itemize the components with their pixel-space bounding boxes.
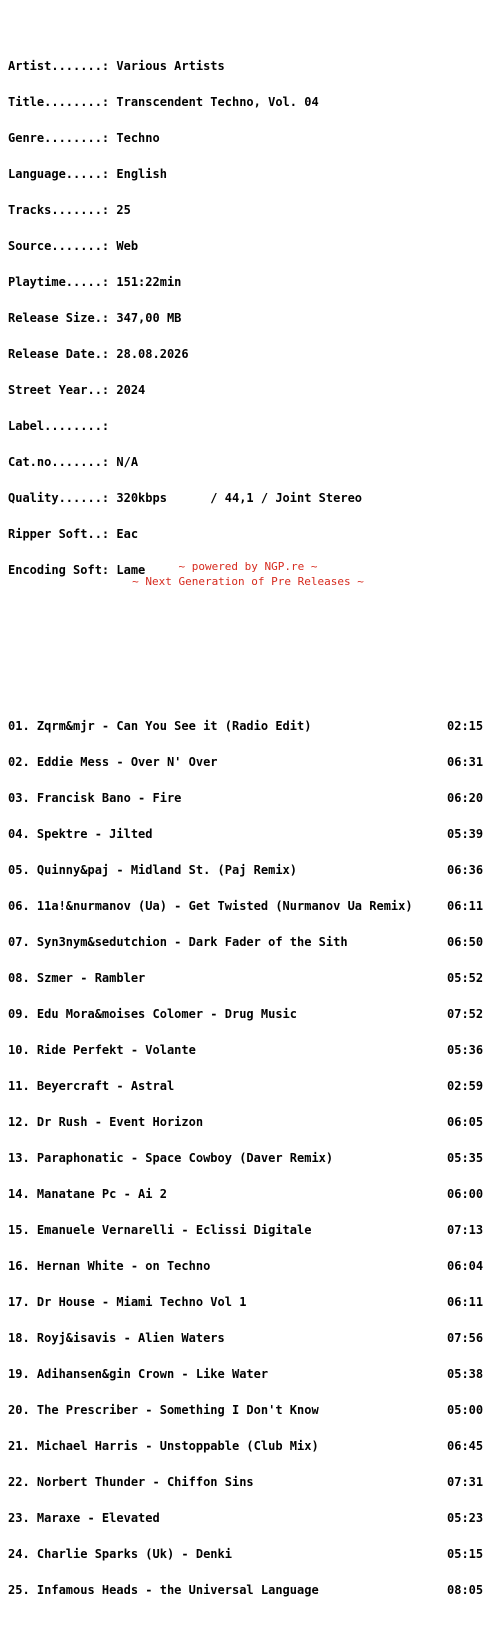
- track-duration: 02:15: [447, 719, 484, 733]
- meta-row-quality: [8, 492, 494, 504]
- track-number: 09.: [8, 1007, 37, 1021]
- meta-row-title: [8, 96, 494, 108]
- meta-row-language: [8, 168, 494, 180]
- track-number: 16.: [8, 1259, 37, 1273]
- track-number: 04.: [8, 827, 37, 841]
- track-row: [8, 1260, 494, 1272]
- meta-value: Web: [116, 239, 139, 253]
- meta-row-street-year: [8, 384, 494, 396]
- track-number: 12.: [8, 1115, 37, 1129]
- track-row: [8, 1188, 494, 1200]
- track-title: Adihansen&gin Crown - Like Water: [36, 1367, 269, 1381]
- track-title: Maraxe - Elevated: [36, 1511, 160, 1525]
- track-duration: 05:15: [447, 1547, 484, 1561]
- track-row: [8, 1404, 494, 1416]
- track-row: [8, 792, 494, 804]
- meta-key: Street Year..:: [8, 383, 117, 397]
- track-title: Eddie Mess - Over N' Over: [36, 755, 218, 769]
- track-row: [8, 1116, 494, 1128]
- track-row: [8, 972, 494, 984]
- track-title: The Prescriber - Something I Don't Know: [36, 1403, 319, 1417]
- meta-row-cat-no: [8, 456, 494, 468]
- track-duration: 06:36: [447, 863, 484, 877]
- meta-key: Title........:: [8, 95, 117, 109]
- nfo-text: [8, 12, 494, 1632]
- track-number: 03.: [8, 791, 37, 805]
- meta-value: N/A: [116, 455, 139, 469]
- track-duration: 02:59: [447, 1079, 484, 1093]
- track-number: 07.: [8, 935, 37, 949]
- track-row: [8, 936, 494, 948]
- track-duration: 06:20: [447, 791, 484, 805]
- meta-value: Various Artists: [116, 59, 225, 73]
- track-title: Beyercraft - Astral: [36, 1079, 175, 1093]
- track-row: [8, 1008, 494, 1020]
- track-title: Quinny&paj - Midland St. (Paj Remix): [36, 863, 297, 877]
- track-duration: 07:13: [447, 1223, 484, 1237]
- track-duration: 08:05: [447, 1583, 484, 1597]
- meta-value: Transcendent Techno, Vol. 04: [116, 95, 319, 109]
- meta-key: Playtime.....:: [8, 275, 117, 289]
- meta-row-source: [8, 240, 494, 252]
- track-title: Dr House - Miami Techno Vol 1: [36, 1295, 247, 1309]
- track-number: 08.: [8, 971, 37, 985]
- track-title: Edu Mora&moises Colomer - Drug Music: [36, 1007, 297, 1021]
- track-duration: 05:39: [447, 827, 484, 841]
- track-number: 14.: [8, 1187, 37, 1201]
- track-row: [8, 1044, 494, 1056]
- track-duration: 07:31: [447, 1475, 484, 1489]
- track-number: 10.: [8, 1043, 37, 1057]
- meta-row-playtime: [8, 276, 494, 288]
- track-title: Zqrm&mjr - Can You See it (Radio Edit): [36, 719, 312, 733]
- track-title: Spektre - Jilted: [36, 827, 153, 841]
- track-row: [8, 900, 494, 912]
- track-number: 21.: [8, 1439, 37, 1453]
- track-title: Infamous Heads - the Universal Language: [36, 1583, 319, 1597]
- track-number: 05.: [8, 863, 37, 877]
- footer-tagline: ~ Next Generation of Pre Releases ~: [132, 575, 364, 588]
- track-row: [8, 864, 494, 876]
- track-title: Manatane Pc - Ai 2: [36, 1187, 167, 1201]
- release-info: [8, 36, 494, 600]
- track-row: [8, 1296, 494, 1308]
- track-duration: 05:36: [447, 1043, 484, 1057]
- track-row: [8, 1368, 494, 1380]
- track-row: [8, 1476, 494, 1488]
- track-number: 11.: [8, 1079, 37, 1093]
- track-duration: 06:45: [447, 1439, 484, 1453]
- track-duration: 07:52: [447, 1007, 484, 1021]
- meta-key: Tracks.......:: [8, 203, 117, 217]
- meta-value: Lame: [116, 563, 146, 577]
- track-row: [8, 1080, 494, 1092]
- track-title: Royj&isavis - Alien Waters: [36, 1331, 225, 1345]
- track-number: 06.: [8, 899, 37, 913]
- meta-key: Release Size.:: [8, 311, 117, 325]
- track-row: [8, 1512, 494, 1524]
- track-title: 11a!&nurmanov (Ua) - Get Twisted (Nurmanov Ua Remix): [36, 899, 413, 913]
- track-title: Charlie Sparks (Uk) - Denki: [36, 1547, 232, 1561]
- track-duration: 06:11: [447, 899, 484, 913]
- meta-value: English: [116, 167, 167, 181]
- track-duration: 05:00: [447, 1403, 484, 1417]
- section-spacer: [8, 636, 494, 660]
- meta-value: Eac: [116, 527, 139, 541]
- meta-row-tracks: [8, 204, 494, 216]
- meta-row-label: [8, 420, 494, 432]
- meta-key: Artist.......:: [8, 59, 117, 73]
- track-row: [8, 828, 494, 840]
- meta-row-ripper-soft: [8, 528, 494, 540]
- track-row: [8, 1440, 494, 1452]
- meta-row-artist: [8, 60, 494, 72]
- track-title: Szmer - Rambler: [36, 971, 146, 985]
- track-number: 20.: [8, 1403, 37, 1417]
- track-title: Hernan White - on Techno: [36, 1259, 211, 1273]
- track-number: 02.: [8, 755, 37, 769]
- track-number: 17.: [8, 1295, 37, 1309]
- track-duration: 06:31: [447, 755, 484, 769]
- track-row: [8, 720, 494, 732]
- track-row: [8, 1332, 494, 1344]
- meta-value: 25: [116, 203, 131, 217]
- meta-value: 320kbps / 44,1 / Joint Stereo: [116, 491, 363, 505]
- track-duration: 06:05: [447, 1115, 484, 1129]
- meta-row-release-date: [8, 348, 494, 360]
- footer-powered-by: ~ powered by NGP.re ~: [178, 560, 318, 573]
- meta-value: Techno: [116, 131, 160, 145]
- track-title: Norbert Thunder - Chiffon Sins: [36, 1475, 254, 1489]
- track-title: Dr Rush - Event Horizon: [36, 1115, 204, 1129]
- meta-value: 151:22min: [116, 275, 182, 289]
- meta-key: Language.....:: [8, 167, 117, 181]
- track-number: 01.: [8, 719, 37, 733]
- track-number: 15.: [8, 1223, 37, 1237]
- track-title: Francisk Bano - Fire: [36, 791, 182, 805]
- track-number: 25.: [8, 1583, 37, 1597]
- track-duration: 05:23: [447, 1511, 484, 1525]
- track-duration: 07:56: [447, 1331, 484, 1345]
- track-row: [8, 1152, 494, 1164]
- tracklist: [8, 696, 494, 1620]
- meta-key: Ripper Soft..:: [8, 527, 117, 541]
- meta-value: 28.08.2026: [116, 347, 189, 361]
- track-number: 24.: [8, 1547, 37, 1561]
- track-title: Syn3nym&sedutchion - Dark Fader of the Sith: [36, 935, 348, 949]
- track-duration: 06:50: [447, 935, 484, 949]
- track-number: 19.: [8, 1367, 37, 1381]
- track-number: 22.: [8, 1475, 37, 1489]
- meta-value: 2024: [116, 383, 146, 397]
- track-duration: 05:52: [447, 971, 484, 985]
- meta-key: Cat.no.......:: [8, 455, 117, 469]
- track-row: [8, 756, 494, 768]
- track-number: 18.: [8, 1331, 37, 1345]
- track-number: 13.: [8, 1151, 37, 1165]
- track-duration: 06:11: [447, 1295, 484, 1309]
- meta-value: 347,00 MB: [116, 311, 182, 325]
- track-duration: 05:35: [447, 1151, 484, 1165]
- track-title: Emanuele Vernarelli - Eclissi Digitale: [36, 1223, 312, 1237]
- track-title: Paraphonatic - Space Cowboy (Daver Remix): [36, 1151, 334, 1165]
- track-duration: 05:38: [447, 1367, 484, 1381]
- meta-row-genre: [8, 132, 494, 144]
- track-title: Ride Perfekt - Volante: [36, 1043, 196, 1057]
- meta-key: Quality......:: [8, 491, 117, 505]
- meta-key: Source.......:: [8, 239, 117, 253]
- meta-row-release-size: [8, 312, 494, 324]
- track-duration: 06:04: [447, 1259, 484, 1273]
- meta-key: Genre........:: [8, 131, 117, 145]
- meta-key: Label........:: [8, 419, 117, 433]
- track-duration: 06:00: [447, 1187, 484, 1201]
- track-row: [8, 1224, 494, 1236]
- track-title: Michael Harris - Unstoppable (Club Mix): [36, 1439, 319, 1453]
- meta-key: Release Date.:: [8, 347, 117, 361]
- track-number: 23.: [8, 1511, 37, 1525]
- meta-key: Encoding Soft:: [8, 563, 117, 577]
- track-row: [8, 1548, 494, 1560]
- track-row: [8, 1584, 494, 1596]
